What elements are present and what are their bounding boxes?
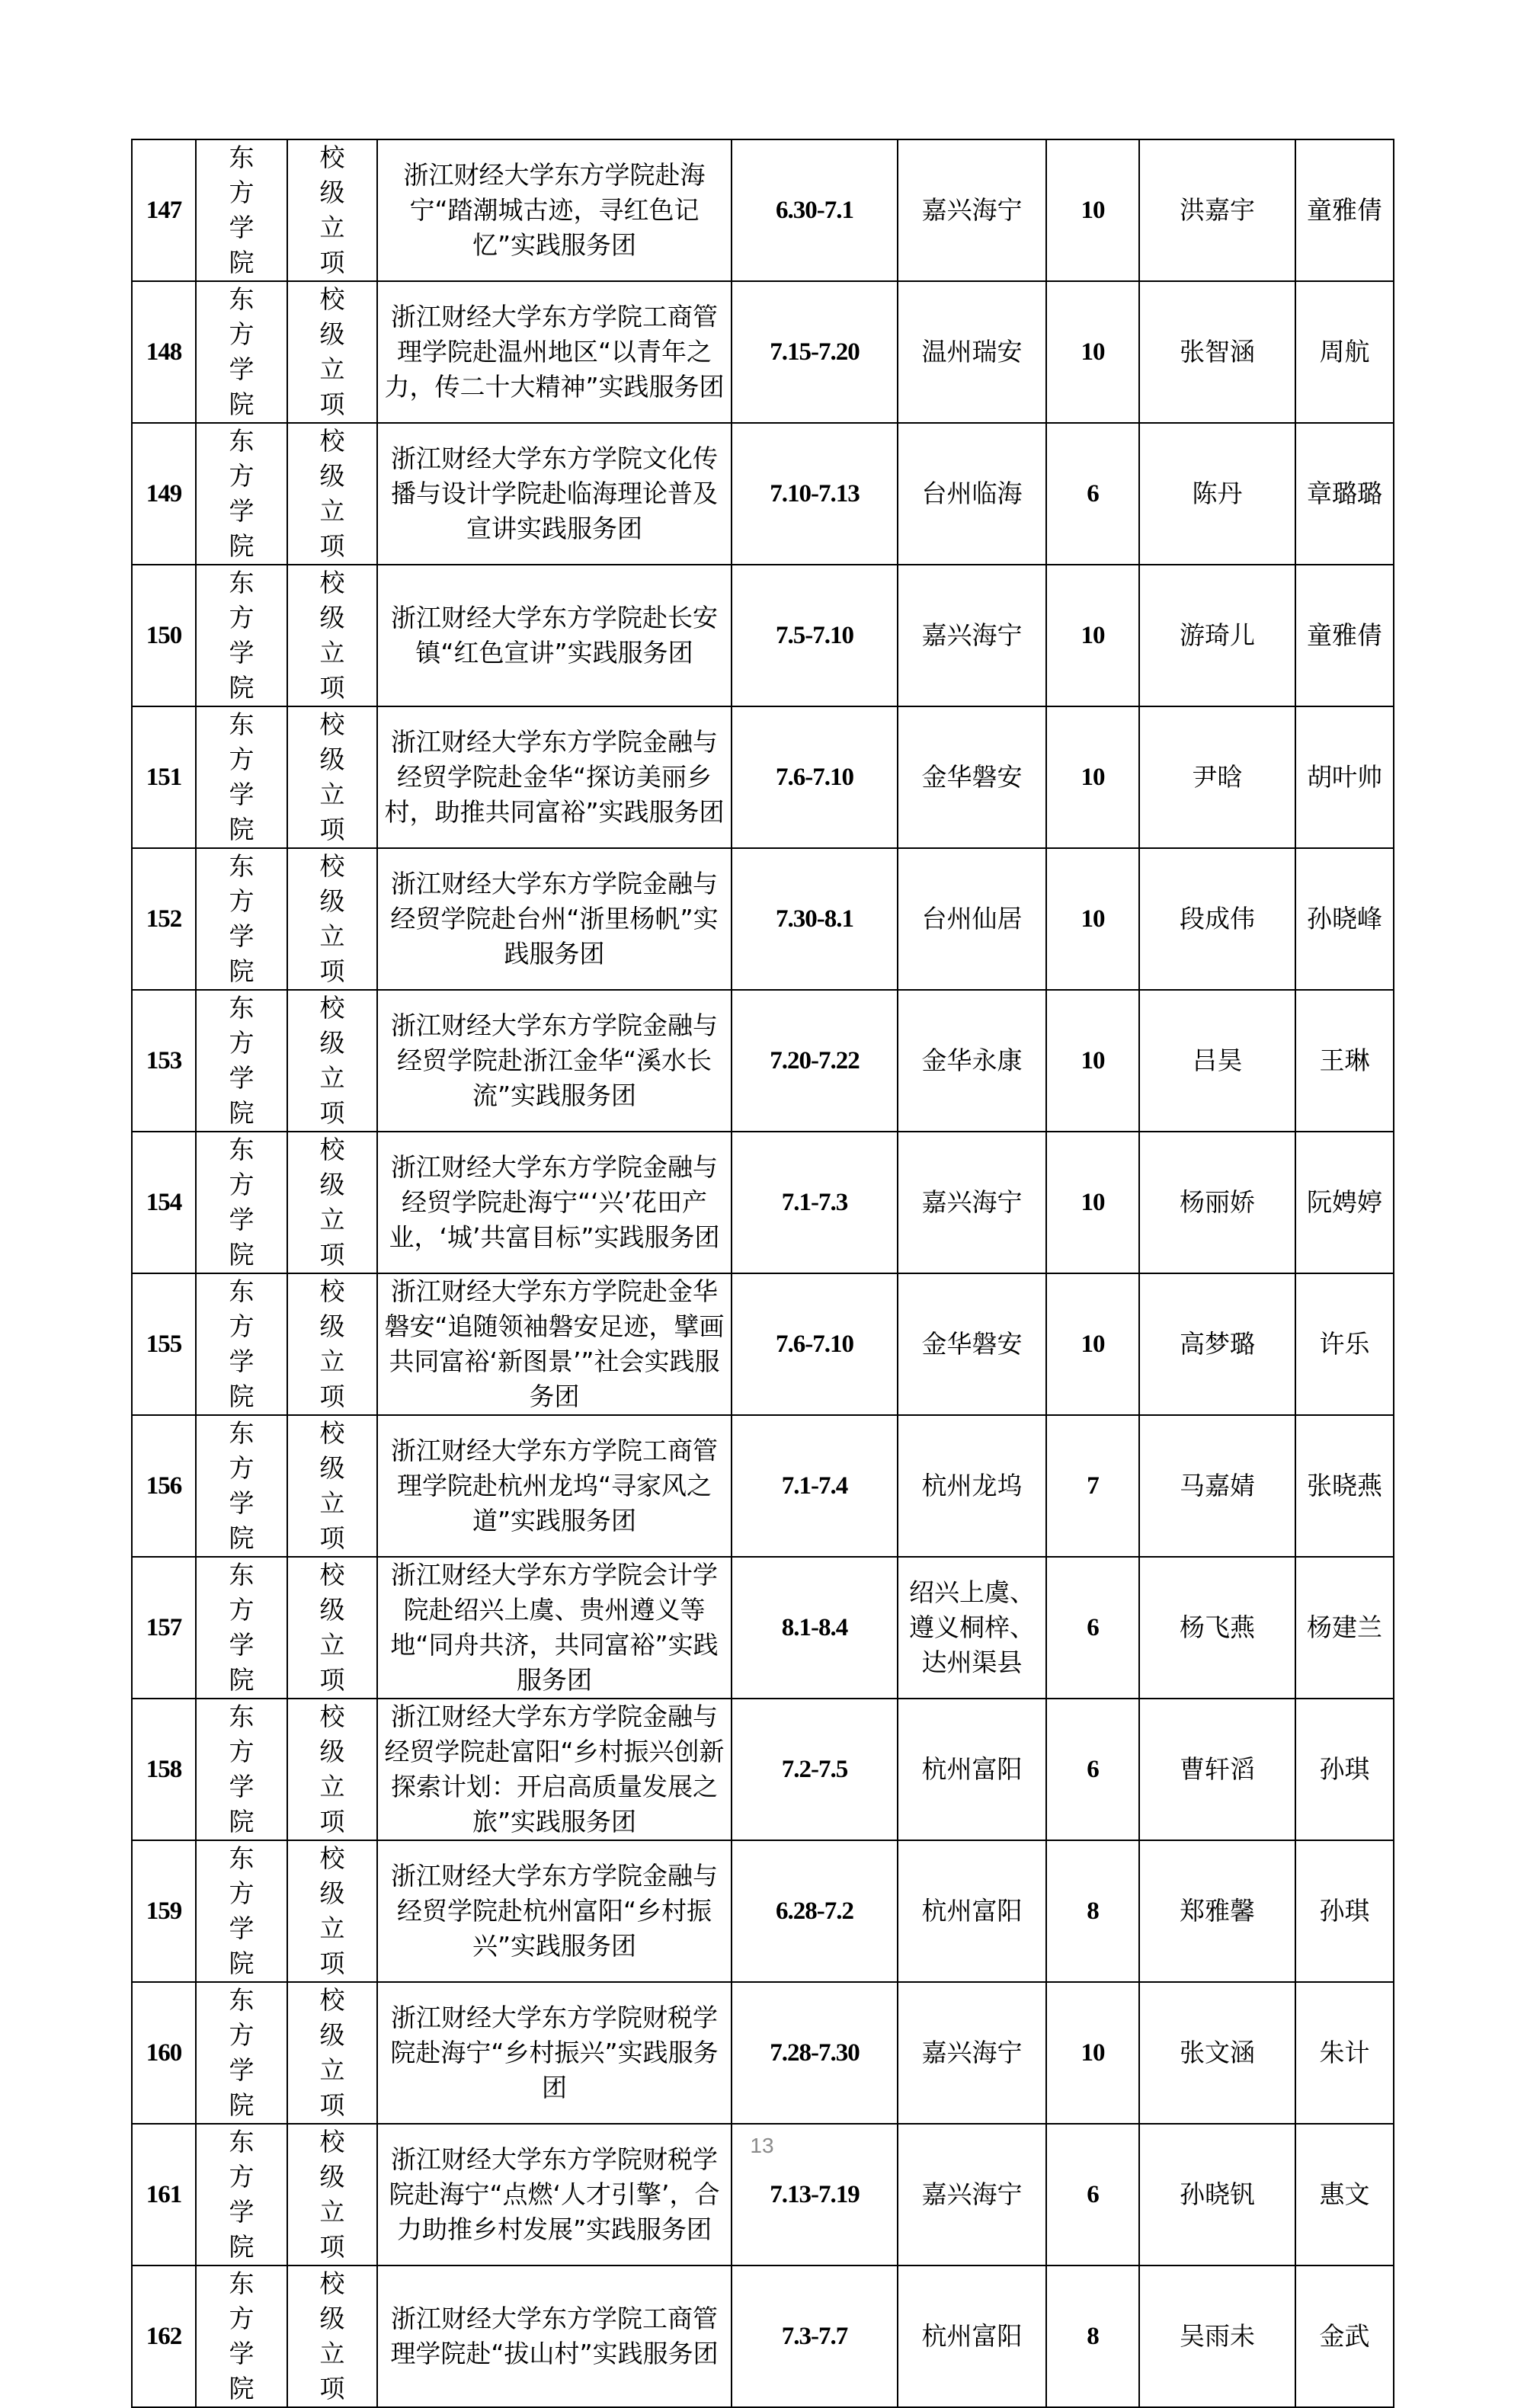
serial-number-cell: 157 (132, 1557, 196, 1699)
table-row (132, 1273, 1394, 1415)
location-cell: 嘉兴海宁 (898, 1132, 1046, 1273)
member-count-cell: 10 (1046, 1982, 1139, 2124)
table-row (132, 281, 1394, 423)
location-cell: 杭州富阳 (898, 1840, 1046, 1982)
serial-number-cell: 148 (132, 281, 196, 423)
project-level-cell: 校级立项 (287, 2124, 377, 2266)
table-row (132, 848, 1394, 990)
project-name-cell: 浙江财经大学东方学院财税学院赴海宁“点燃‘人才引擎’，合力助推乡村发展”实践服务团 (377, 2124, 732, 2266)
member-count-cell: 8 (1046, 2266, 1139, 2407)
serial-number-cell: 153 (132, 990, 196, 1132)
project-name-cell: 浙江财经大学东方学院金融与经贸学院赴富阳“乡村振兴创新探索计划：开启高质量发展之旅”实践服务团 (377, 1699, 732, 1840)
member-count-cell: 7 (1046, 1415, 1139, 1557)
location-cell: 嘉兴海宁 (898, 1982, 1046, 2124)
project-level-cell: 校级立项 (287, 1132, 377, 1273)
member-count-cell: 10 (1046, 706, 1139, 848)
project-level-cell: 校级立项 (287, 1415, 377, 1557)
college-cell: 东方学院 (196, 565, 287, 706)
date-range-cell: 7.6-7.10 (732, 1273, 898, 1415)
table-row (132, 139, 1394, 281)
college-cell: 东方学院 (196, 1982, 287, 2124)
member-count-cell: 10 (1046, 281, 1139, 423)
member-count-cell: 10 (1046, 1273, 1139, 1415)
member-count-cell: 6 (1046, 1557, 1139, 1699)
location-cell: 嘉兴海宁 (898, 2124, 1046, 2266)
table-row (132, 1840, 1394, 1982)
project-name-cell: 浙江财经大学东方学院会计学院赴绍兴上虞、贵州遵义等地“同舟共济，共同富裕”实践服务团 (377, 1557, 732, 1699)
project-name-cell: 浙江财经大学东方学院金融与经贸学院赴浙江金华“溪水长流”实践服务团 (377, 990, 732, 1132)
college-cell: 东方学院 (196, 1415, 287, 1557)
serial-number-cell: 152 (132, 848, 196, 990)
college-cell: 东方学院 (196, 1840, 287, 1982)
date-range-cell: 7.20-7.22 (732, 990, 898, 1132)
table-row (132, 990, 1394, 1132)
college-cell: 东方学院 (196, 1132, 287, 1273)
table-row (132, 1132, 1394, 1273)
member-count-cell: 6 (1046, 423, 1139, 565)
project-roster-table (131, 139, 1394, 2408)
project-level-cell: 校级立项 (287, 2266, 377, 2407)
table-row (132, 1982, 1394, 2124)
location-cell: 嘉兴海宁 (898, 139, 1046, 281)
leader-cell: 洪嘉宇 (1139, 139, 1295, 281)
table-row (132, 423, 1394, 565)
location-cell: 温州瑞安 (898, 281, 1046, 423)
project-name-cell: 浙江财经大学东方学院赴海宁“踏潮城古迹，寻红色记忆”实践服务团 (377, 139, 732, 281)
project-name-cell: 浙江财经大学东方学院工商管理学院赴“拔山村”实践服务团 (377, 2266, 732, 2407)
serial-number-cell: 162 (132, 2266, 196, 2407)
table-row (132, 706, 1394, 848)
advisor-cell: 阮娉婷 (1295, 1132, 1394, 1273)
table-row (132, 565, 1394, 706)
serial-number-cell: 159 (132, 1840, 196, 1982)
leader-cell: 张智涵 (1139, 281, 1295, 423)
table-row (132, 1415, 1394, 1557)
project-level-cell: 校级立项 (287, 1699, 377, 1840)
project-name-cell: 浙江财经大学东方学院财税学院赴海宁“乡村振兴”实践服务团 (377, 1982, 732, 2124)
page-number: 13 (750, 2134, 774, 2157)
serial-number-cell: 161 (132, 2124, 196, 2266)
leader-cell: 尹晗 (1139, 706, 1295, 848)
location-cell: 金华磐安 (898, 1273, 1046, 1415)
project-level-cell: 校级立项 (287, 139, 377, 281)
serial-number-cell: 155 (132, 1273, 196, 1415)
date-range-cell: 7.2-7.5 (732, 1699, 898, 1840)
advisor-cell: 孙琪 (1295, 1699, 1394, 1840)
table-row (132, 1699, 1394, 1840)
leader-cell: 陈丹 (1139, 423, 1295, 565)
project-level-cell: 校级立项 (287, 990, 377, 1132)
advisor-cell: 孙晓峰 (1295, 848, 1394, 990)
project-level-cell: 校级立项 (287, 1840, 377, 1982)
location-cell: 嘉兴海宁 (898, 565, 1046, 706)
project-name-cell: 浙江财经大学东方学院金融与经贸学院赴金华“探访美丽乡村，助推共同富裕”实践服务团 (377, 706, 732, 848)
table-row (132, 1557, 1394, 1699)
advisor-cell: 童雅倩 (1295, 139, 1394, 281)
leader-cell: 孙晓钒 (1139, 2124, 1295, 2266)
member-count-cell: 6 (1046, 1699, 1139, 1840)
project-level-cell: 校级立项 (287, 281, 377, 423)
project-name-cell: 浙江财经大学东方学院赴金华磐安“追随领袖磐安足迹，擘画共同富裕‘新图景’”社会实践服务团 (377, 1273, 732, 1415)
table-row (132, 2266, 1394, 2407)
location-cell: 台州仙居 (898, 848, 1046, 990)
project-name-cell: 浙江财经大学东方学院文化传播与设计学院赴临海理论普及宣讲实践服务团 (377, 423, 732, 565)
advisor-cell: 胡叶帅 (1295, 706, 1394, 848)
college-cell: 东方学院 (196, 1557, 287, 1699)
serial-number-cell: 147 (132, 139, 196, 281)
leader-cell: 杨丽娇 (1139, 1132, 1295, 1273)
member-count-cell: 10 (1046, 990, 1139, 1132)
project-name-cell: 浙江财经大学东方学院金融与经贸学院赴杭州富阳“乡村振兴”实践服务团 (377, 1840, 732, 1982)
advisor-cell: 孙琪 (1295, 1840, 1394, 1982)
project-level-cell: 校级立项 (287, 706, 377, 848)
location-cell: 杭州龙坞 (898, 1415, 1046, 1557)
college-cell: 东方学院 (196, 990, 287, 1132)
project-level-cell: 校级立项 (287, 423, 377, 565)
advisor-cell: 杨建兰 (1295, 1557, 1394, 1699)
project-name-cell: 浙江财经大学东方学院赴长安镇“红色宣讲”实践服务团 (377, 565, 732, 706)
advisor-cell: 周航 (1295, 281, 1394, 423)
college-cell: 东方学院 (196, 2266, 287, 2407)
project-name-cell: 浙江财经大学东方学院金融与经贸学院赴海宁“‘兴’花田产业，‘城’共富目标”实践服务团 (377, 1132, 732, 1273)
date-range-cell: 6.30-7.1 (732, 139, 898, 281)
college-cell: 东方学院 (196, 423, 287, 565)
college-cell: 东方学院 (196, 281, 287, 423)
date-range-cell: 7.30-8.1 (732, 848, 898, 990)
leader-cell: 马嘉婧 (1139, 1415, 1295, 1557)
leader-cell: 段成伟 (1139, 848, 1295, 990)
date-range-cell: 7.10-7.13 (732, 423, 898, 565)
advisor-cell: 朱计 (1295, 1982, 1394, 2124)
date-range-cell: 7.3-7.7 (732, 2266, 898, 2407)
leader-cell: 高梦璐 (1139, 1273, 1295, 1415)
serial-number-cell: 149 (132, 423, 196, 565)
date-range-cell: 8.1-8.4 (732, 1557, 898, 1699)
project-level-cell: 校级立项 (287, 565, 377, 706)
project-name-cell: 浙江财经大学东方学院工商管理学院赴杭州龙坞“寻家风之道”实践服务团 (377, 1415, 732, 1557)
college-cell: 东方学院 (196, 1699, 287, 1840)
date-range-cell: 6.28-7.2 (732, 1840, 898, 1982)
location-cell: 杭州富阳 (898, 2266, 1046, 2407)
college-cell: 东方学院 (196, 1273, 287, 1415)
leader-cell: 吴雨未 (1139, 2266, 1295, 2407)
member-count-cell: 6 (1046, 2124, 1139, 2266)
leader-cell: 杨飞燕 (1139, 1557, 1295, 1699)
project-level-cell: 校级立项 (287, 1557, 377, 1699)
date-range-cell: 7.28-7.30 (732, 1982, 898, 2124)
advisor-cell: 王琳 (1295, 990, 1394, 1132)
advisor-cell: 张晓燕 (1295, 1415, 1394, 1557)
college-cell: 东方学院 (196, 139, 287, 281)
leader-cell: 郑雅馨 (1139, 1840, 1295, 1982)
location-cell: 金华磐安 (898, 706, 1046, 848)
project-level-cell: 校级立项 (287, 1982, 377, 2124)
leader-cell: 张文涵 (1139, 1982, 1295, 2124)
advisor-cell: 许乐 (1295, 1273, 1394, 1415)
date-range-cell: 7.1-7.4 (732, 1415, 898, 1557)
date-range-cell: 7.13-7.19 (732, 2124, 898, 2266)
serial-number-cell: 151 (132, 706, 196, 848)
date-range-cell: 7.5-7.10 (732, 565, 898, 706)
member-count-cell: 10 (1046, 565, 1139, 706)
date-range-cell: 7.1-7.3 (732, 1132, 898, 1273)
serial-number-cell: 160 (132, 1982, 196, 2124)
leader-cell: 曹轩滔 (1139, 1699, 1295, 1840)
serial-number-cell: 154 (132, 1132, 196, 1273)
college-cell: 东方学院 (196, 706, 287, 848)
member-count-cell: 8 (1046, 1840, 1139, 1982)
leader-cell: 游琦儿 (1139, 565, 1295, 706)
advisor-cell: 童雅倩 (1295, 565, 1394, 706)
college-cell: 东方学院 (196, 848, 287, 990)
project-name-cell: 浙江财经大学东方学院金融与经贸学院赴台州“浙里杨帆”实践服务团 (377, 848, 732, 990)
location-cell: 杭州富阳 (898, 1699, 1046, 1840)
serial-number-cell: 150 (132, 565, 196, 706)
project-level-cell: 校级立项 (287, 1273, 377, 1415)
table-body (132, 139, 1394, 2407)
leader-cell: 吕昊 (1139, 990, 1295, 1132)
advisor-cell: 金武 (1295, 2266, 1394, 2407)
serial-number-cell: 158 (132, 1699, 196, 1840)
location-cell: 绍兴上虞、遵义桐梓、达州渠县 (898, 1557, 1046, 1699)
date-range-cell: 7.15-7.20 (732, 281, 898, 423)
member-count-cell: 10 (1046, 1132, 1139, 1273)
member-count-cell: 10 (1046, 139, 1139, 281)
advisor-cell: 章璐璐 (1295, 423, 1394, 565)
date-range-cell: 7.6-7.10 (732, 706, 898, 848)
advisor-cell: 惠文 (1295, 2124, 1394, 2266)
location-cell: 台州临海 (898, 423, 1046, 565)
location-cell: 金华永康 (898, 990, 1046, 1132)
member-count-cell: 10 (1046, 848, 1139, 990)
college-cell: 东方学院 (196, 2124, 287, 2266)
serial-number-cell: 156 (132, 1415, 196, 1557)
project-name-cell: 浙江财经大学东方学院工商管理学院赴温州地区“以青年之力，传二十大精神”实践服务团 (377, 281, 732, 423)
project-level-cell: 校级立项 (287, 848, 377, 990)
